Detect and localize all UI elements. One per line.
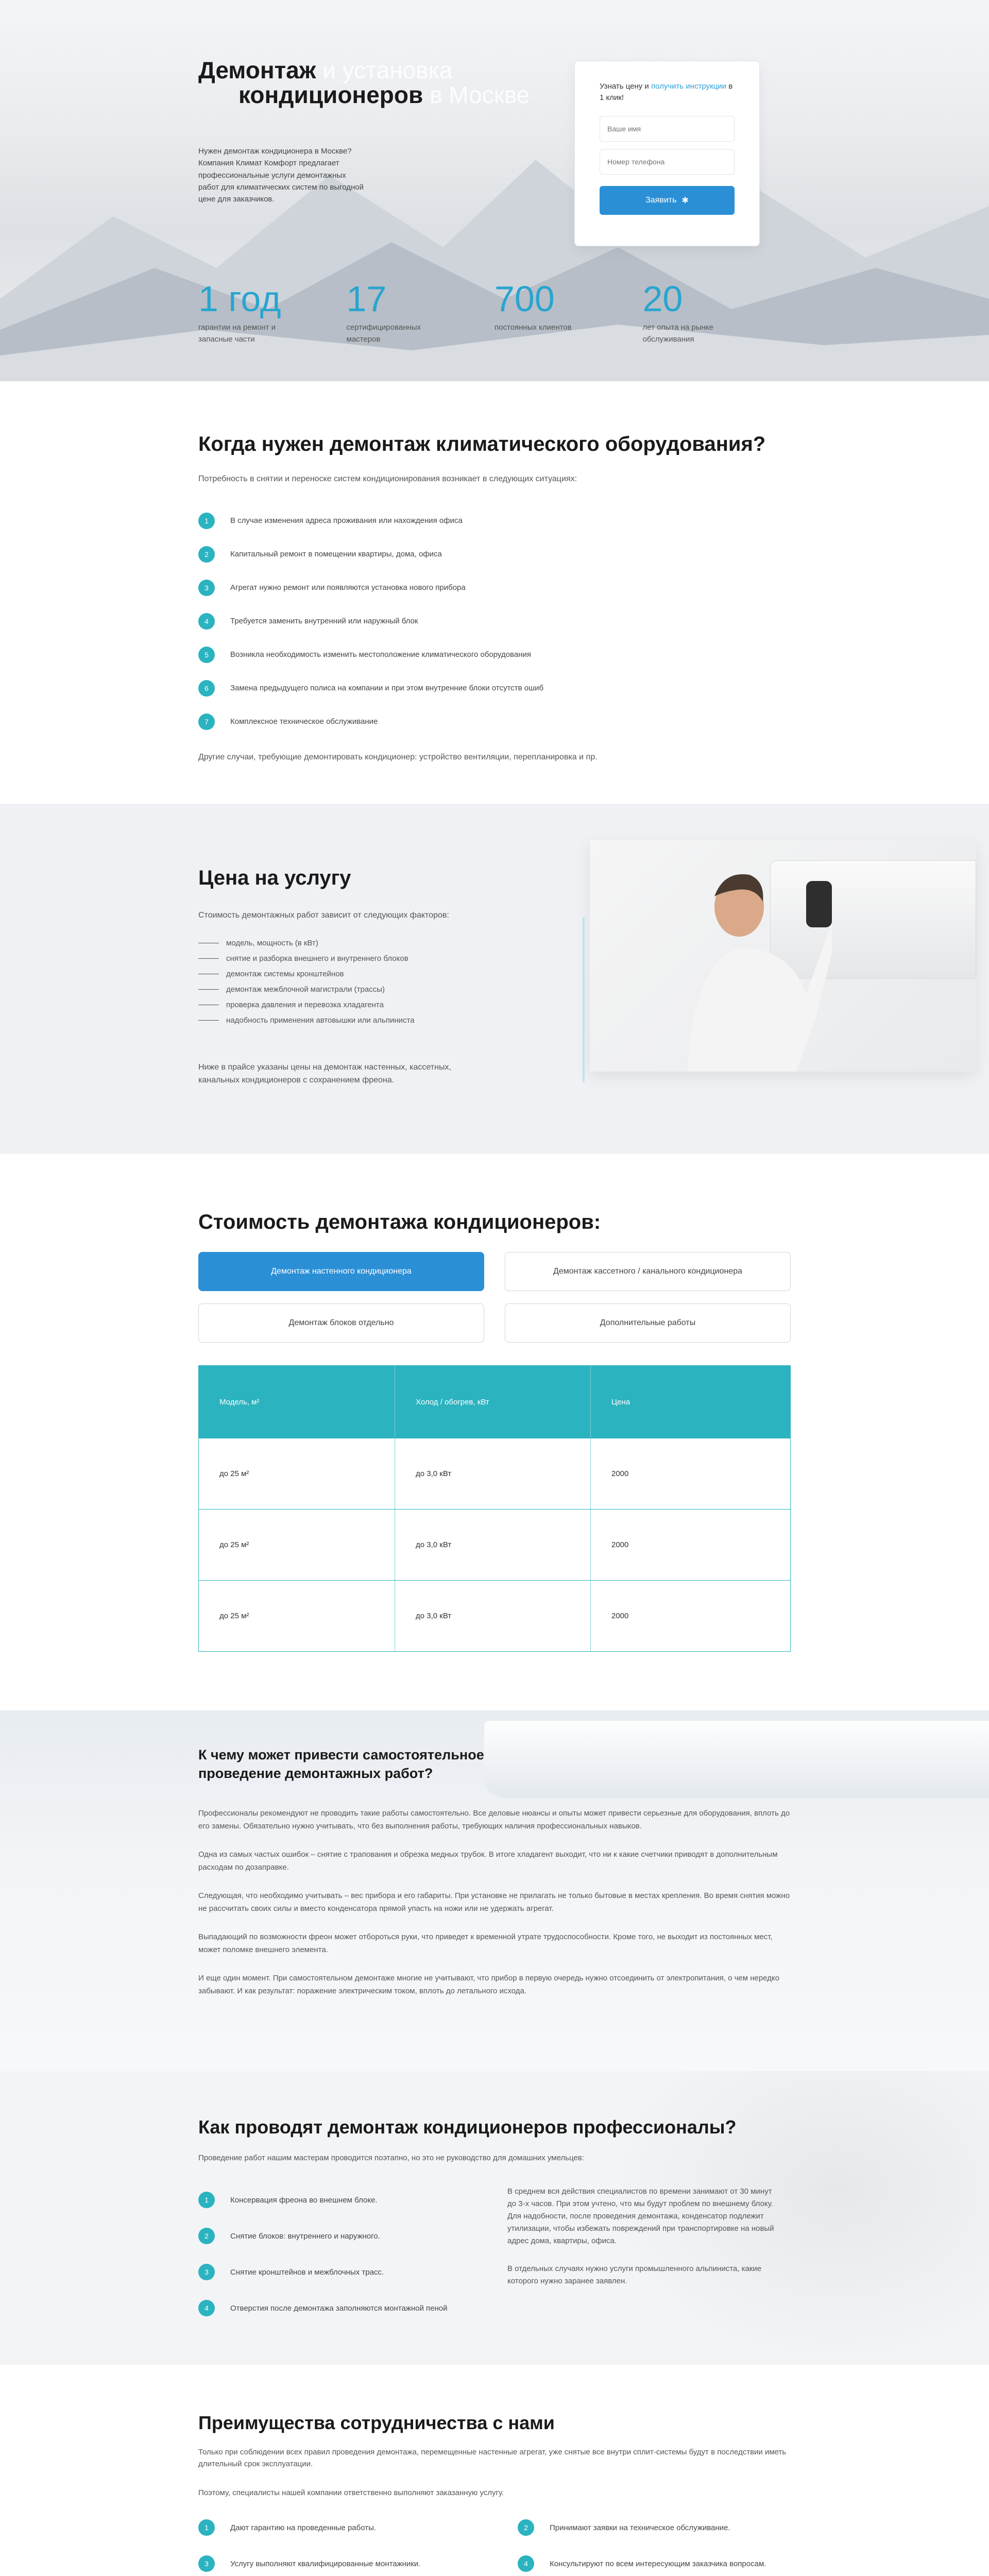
tab-blocks[interactable]: Демонтаж блоков отдельно (198, 1303, 484, 1343)
name-input[interactable] (600, 116, 735, 142)
professionals-section (0, 2071, 989, 2365)
list-item: 3 Агрегат нужно ремонт или появляются установка нового прибора (198, 571, 791, 604)
callback-form (574, 61, 760, 246)
section-title: Преимущества сотрудничества с нами (198, 2412, 555, 2433)
list-item: 3 Услугу выполняют квалифицированные монтажники. (198, 2555, 518, 2576)
section-lead: Только при соблюдении всех правил проведения демонтажа, перемещенные настенные агрегат, уже снятые все внутри сплит-системы будут в последствии иметь длительный срок эксплуатации. (198, 2448, 787, 2469)
column-header: Модель, м² (219, 1397, 260, 1406)
table-header (199, 1366, 790, 1438)
tab-cassette[interactable]: Демонтаж кассетного / канального кондиционера (505, 1252, 791, 1291)
cost-section (0, 1154, 989, 1710)
list-item: снятие и разборка внешнего и внутреннего блоков (198, 951, 440, 966)
paragraph: Выпадающий по возможности фреон может отбороться руки, что приведет к временной утрате трудоспособности. Кроме того, не выходит из постоянных мест, может поломке внешнего элемента. (198, 1933, 773, 1954)
list-item: 4 Отверстия после демонтажа заполняются монтажной пеной (198, 2290, 487, 2326)
list-item: проверка давления и перевозка хладагента (198, 997, 440, 1012)
table-row: до 25 м² до 3,0 кВт 2000 (199, 1438, 790, 1509)
submit-button[interactable]: Заявить ✱ (600, 186, 735, 215)
list-item: надобность применения автовышки или альпиниста (198, 1012, 440, 1028)
air-conditioner-background (484, 1721, 989, 1798)
list-item: 3 Снятие кронштейнов и межблочных трасс. (198, 2254, 487, 2290)
factors-list (198, 935, 440, 1028)
list-item: 6 Замена предыдущего полиса на компании и при этом внутренние блоки отсутств ошиб (198, 671, 791, 705)
price-section (0, 804, 989, 1154)
phone-input[interactable] (600, 149, 735, 175)
section-title: Когда нужен демонтаж климатического оборудования? (198, 433, 766, 455)
section-lead: Стоимость демонтажных работ зависит от следующих факторов: (198, 911, 449, 920)
table-row: до 25 м² до 3,0 кВт 2000 (199, 1580, 790, 1651)
column-header: Холод / обогрев, кВт (395, 1366, 590, 1438)
list-item: 2 Снятие блоков: внутреннего и наружного. (198, 2218, 487, 2254)
stats-row (198, 281, 791, 345)
snowflake-icon: ✱ (681, 196, 689, 205)
list-item: 1 В случае изменения адреса проживания или нахождения офиса (198, 504, 791, 537)
stat-item: 20 лет опыта на рынке обслуживания (642, 279, 713, 344)
section-lead: Проведение работ нашим мастерам проводится поэтапно, но это не руководство для домашних умельцев: (198, 2154, 584, 2162)
section-note: Ниже в прайсе указаны цены на демонтаж настенных, кассетных, канальных кондиционеров с сохранением фреона. (198, 1063, 451, 1084)
section-lead: Поэтому, специалисты нашей компании ответственно выполняют заказанную услугу. (198, 2488, 504, 2497)
price-table (198, 1365, 791, 1652)
technician-illustration (677, 860, 832, 1072)
section-title: Как проводят демонтаж кондиционеров профессионалы? (198, 2116, 737, 2138)
stat-item: 17 сертифицированных мастеров (346, 279, 421, 344)
paragraph: И еще один момент. При самостоятельном демонтаже многие не учитывают, что прибор в первую очередь нужно отсоединить от электропитания, о чем нередко забывают. И как результат: поражение электрическим током, вплоть до летального исхода. (198, 1974, 780, 1995)
list-item: модель, мощность (в кВт) (198, 935, 440, 951)
section-title: Стоимость демонтажа кондиционеров: (198, 1211, 601, 1233)
table-row: до 25 м² до 3,0 кВт 2000 (199, 1509, 790, 1580)
hero-description: Нужен демонтаж кондиционера в Москве? Компания Климат Комфорт предлагает профессиональные услуги демонтажных работ для климатических систем по выгодной цене для заказчиков. (198, 147, 364, 204)
list-item: 2 Капитальный ремонт в помещении квартиры, дома, офиса (198, 537, 791, 571)
professionals-text: В среднем вся действия специалистов по времени занимают от 30 минут до 3-х часов. При этом учтено, что мы будут проблем по внешнему блоку. Для надобности, после проведения демонтажа, конденсатор подлежит утилизации, чтобы избежать повреждений при транспортировке на новый адрес дома, квартиры, офиса. В отдельных случаях нужно услуги промышленного альпиниста, какие которого нужно заранее заявлен. (507, 2187, 774, 2285)
technician-photo (590, 840, 976, 1072)
list-item: 1 Консервация фреона во внешнем блоке. (198, 2182, 487, 2218)
hero-section (0, 0, 989, 381)
advantages-section (0, 2365, 989, 2576)
price-tabs (198, 1252, 791, 1343)
section-lead: Потребность в снятии и переноске систем кондиционирования возникает в следующих ситуациях: (198, 474, 577, 483)
list-item: демонтаж системы кронштейнов (198, 966, 440, 981)
advantages-list (198, 2519, 791, 2576)
section-title: Цена на услугу (198, 867, 351, 889)
paragraph: Следующая, что необходимо учитывать – вес прибора и его габариты. При установке не прилагать не только бытовые в местах крепления. Во время снятия можно не рассчитать своих силы и вместо конденсатора прямой упасть на ножи или не удержать агрегат. (198, 1891, 790, 1913)
paragraph: Профессионалы рекомендуют не проводить такие работы самостоятельно. Все деловые нюансы и опыты может привести серьезные для оборудования, вплоть до его замены. Обязательно нужно учитывать, что без выполнения работы, требующих наличия профессиональных навыков. (198, 1809, 790, 1831)
consequences-section (0, 1710, 989, 2071)
stat-item: 700 постоянных клиентов (494, 279, 572, 332)
column-header: Цена (590, 1366, 790, 1438)
tab-additional[interactable]: Дополнительные работы (505, 1303, 791, 1343)
section-note: Другие случаи, требующие демонтировать кондиционер: устройство вентиляции, перепланировка и пр. (198, 753, 598, 761)
when-section (0, 381, 989, 804)
steps-list (198, 2182, 487, 2326)
list-item: 7 Комплексное техническое обслуживание (198, 705, 791, 738)
hero-title: Демонтаж и установка кондиционеров в Москве (198, 57, 530, 109)
tab-wall[interactable]: Демонтаж настенного кондиционера (198, 1252, 484, 1291)
stat-item: 1 год гарантии на ремонт и запасные части (198, 279, 281, 344)
list-item: 4 Консультируют по всем интересующим заказчика вопросам. (518, 2555, 791, 2576)
form-question: Узнать цену и получить инструкции в 1 клик! (600, 82, 733, 102)
form-question-link[interactable]: получить инструкции (651, 82, 727, 91)
section-title: К чему может привести самостоятельное проведение демонтажных работ? (198, 1747, 484, 1782)
paragraph: Одна из самых частых ошибок – снятие с трапования и обрезка медных трубок. В итоге хладагент выходит, что ни к какие счетчики приводят в дополнительным расходам по дозаправке. (198, 1850, 778, 1872)
list-item: 1 Дают гарантию на проведенные работы. (198, 2519, 518, 2551)
list-item: 4 Требуется заменить внутренний или наружный блок (198, 604, 791, 638)
list-item: 2 Принимают заявки на техническое обслуживание. (518, 2519, 791, 2551)
list-item: демонтаж межблочной магистрали (трассы) (198, 981, 440, 997)
list-item: 5 Возникла необходимость изменить местоположение климатического оборудования (198, 638, 791, 671)
reasons-list (198, 504, 791, 738)
